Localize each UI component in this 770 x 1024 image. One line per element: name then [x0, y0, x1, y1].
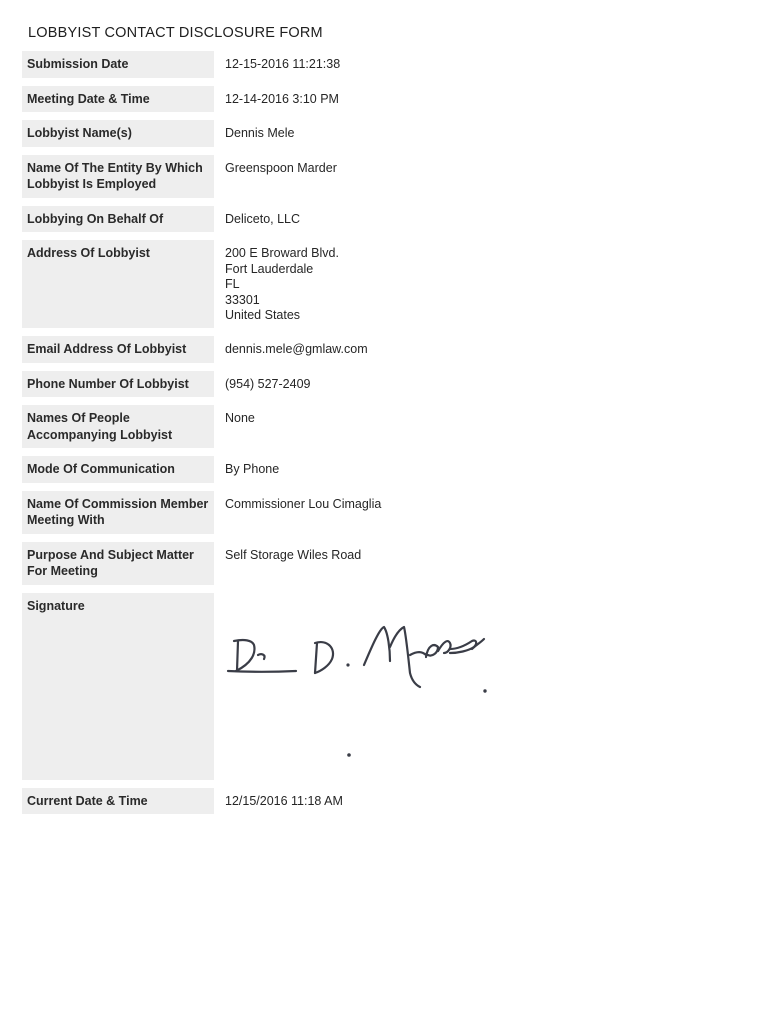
address-line-country: United States — [225, 308, 301, 322]
address-line-city: Fort Lauderdale — [225, 261, 314, 276]
field-row-entity — [22, 155, 642, 198]
field-label: Address Of Lobbyist — [22, 240, 214, 328]
field-label: Name Of Commission Member Meeting With — [22, 491, 214, 534]
field-row-lobbyist-names — [22, 120, 642, 147]
field-row-address — [22, 240, 642, 328]
address-line-zip: 33301 — [225, 292, 260, 307]
field-label: Name Of The Entity By Which Lobbyist Is Employed — [22, 155, 214, 198]
field-label: Email Address Of Lobbyist — [22, 336, 214, 363]
field-row-commission-member — [22, 491, 642, 534]
field-label: Submission Date — [22, 51, 214, 78]
form-fields — [22, 51, 642, 822]
field-row-email — [22, 336, 642, 363]
field-value: 12-15-2016 11:21:38 — [225, 57, 341, 71]
field-value: (954) 527-2409 — [225, 376, 311, 391]
field-row-phone — [22, 371, 642, 398]
address-line-street: 200 E Broward Blvd. — [225, 246, 339, 260]
field-label: Current Date & Time — [22, 788, 214, 815]
field-value: None — [225, 411, 255, 425]
field-value: Dennis Mele — [225, 126, 295, 140]
field-row-accompanying — [22, 405, 642, 448]
field-value: Deliceto, LLC — [225, 211, 301, 226]
field-row-behalf-of — [22, 206, 642, 233]
field-label: Mode Of Communication — [22, 456, 214, 483]
field-row-mode — [22, 456, 642, 483]
field-label: Names Of People Accompanying Lobbyist — [22, 405, 214, 448]
field-label: Meeting Date & Time — [22, 86, 214, 113]
field-row-meeting-date — [22, 86, 642, 113]
field-value: Commissioner Lou Cimaglia — [225, 496, 382, 511]
field-row-signature — [22, 593, 642, 780]
field-label: Lobbying On Behalf Of — [22, 206, 214, 233]
field-value: 12-14-2016 3:10 PM — [225, 91, 339, 106]
address-line-state: FL — [225, 277, 240, 291]
field-value: Self Storage Wiles Road — [225, 547, 362, 562]
field-row-purpose — [22, 542, 642, 585]
handwritten-signature — [214, 593, 614, 780]
field-label: Phone Number Of Lobbyist — [22, 371, 214, 398]
field-row-current-date — [22, 788, 642, 815]
signature-area — [214, 593, 614, 780]
field-value: 12/15/2016 11:18 AM — [225, 793, 343, 808]
field-label: Purpose And Subject Matter For Meeting — [22, 542, 214, 585]
field-value: By Phone — [225, 462, 280, 476]
field-label: Signature — [22, 593, 214, 780]
field-value: Greenspoon Marder — [225, 160, 337, 175]
form-title: LOBBYIST CONTACT DISCLOSURE FORM — [28, 25, 323, 41]
field-row-submission-date — [22, 51, 642, 78]
field-label: Lobbyist Name(s) — [22, 120, 214, 147]
field-value: dennis.mele@gmlaw.com — [225, 342, 368, 356]
address-value — [214, 240, 339, 328]
